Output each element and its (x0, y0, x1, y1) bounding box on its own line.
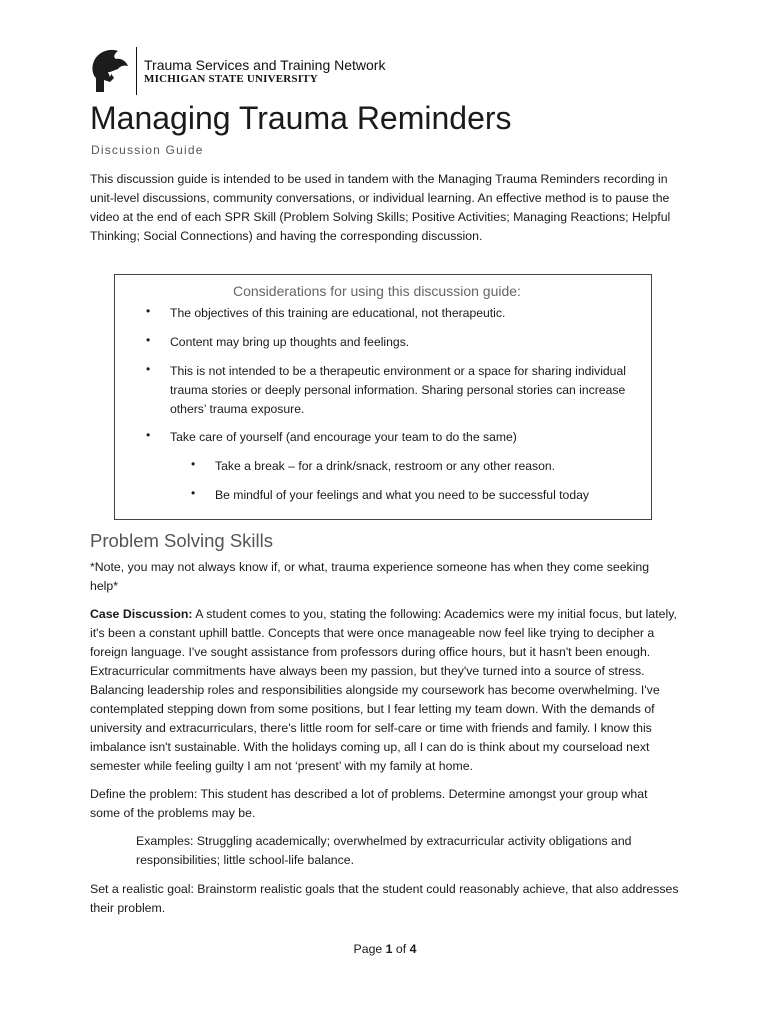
bullet-marker: • (146, 362, 151, 376)
examples-paragraph: Examples: Struggling academically; overwhelmed by extracurricular activity obligations and responsibilities; little school-life balance. (136, 834, 632, 867)
page-subtitle: Discussion Guide (91, 143, 204, 157)
bullet-marker: • (146, 304, 151, 318)
define-problem-paragraph: Define the problem: This student has described a lot of problems. Determine amongst your group what some of the problems may be. (90, 787, 648, 820)
sub-list-item: Take a break – for a drink/snack, restroom or any other reason. (215, 459, 556, 473)
of-word: of (392, 942, 410, 956)
list-item: The objectives of this training are educational, not therapeutic. (170, 306, 506, 320)
bullet-marker: • (146, 333, 151, 347)
page-title: Managing Trauma Reminders (90, 100, 512, 136)
list-item: Take care of yourself (and encourage your team to do the same) (170, 430, 517, 444)
page-number (0, 942, 770, 956)
sub-bullet-marker: • (191, 486, 196, 500)
list-item: This is not intended to be a therapeutic environment or a space for sharing individual trauma stories or deeply personal information. Sharing personal stories can increase others’ trauma exposure. (170, 364, 626, 416)
case-discussion-paragraph (90, 605, 680, 776)
intro-paragraph: This discussion guide is intended to be used in tandem with the Managing Trauma Reminders recording in unit-level discussions, community conversations, or individual learning. An effective method is to pause the video at the end of each SPR Skill (Problem Solving Skills; Positive Activities; Managing Reactions; Helpful Thinking; Social Connections) and having the corresponding discussion. (90, 172, 671, 243)
sub-bullet-marker: • (191, 457, 196, 471)
header-divider (136, 47, 137, 95)
current-page: 1 (385, 942, 393, 956)
university-name: MICHIGAN STATE UNIVERSITY (144, 73, 318, 85)
case-discussion-label: Case Discussion: (90, 607, 193, 621)
set-goal-paragraph: Set a realistic goal: Brainstorm realistic goals that the student could reasonably achieve, that also addresses their problem. (90, 882, 679, 915)
considerations-title: Considerations for using this discussion guide: (233, 283, 521, 299)
list-item: Content may bring up thoughts and feelings. (170, 335, 410, 349)
section-heading-problem-solving: Problem Solving Skills (90, 530, 274, 551)
note-paragraph: *Note, you may not always know if, or what, trauma experience someone has when they come seeking help* (90, 560, 650, 593)
sub-list-item: Be mindful of your feelings and what you need to be successful today (215, 488, 589, 502)
bullet-marker: • (146, 428, 151, 442)
total-pages: 4 (409, 942, 417, 956)
page-word: Page (353, 942, 386, 956)
case-discussion-text: A student comes to you, stating the following: Academics were my initial focus, but lately, it's been a constant uphill battle. Concepts that were once manageable now feel like trying to decipher a foreign language. I've sought assistance from professors during office hours, but it hasn't been enough. Extracurricular commitments have always been my passion, but they've turned into a source of stress. Balancing leadership roles and responsibilities alongside my coursework has become overwhelming. I've contemplated stepping down from some positions, but I fear letting my team down. With the demands of university and extracurriculars, there's little room for self-care or time with friends and family. I know this imbalance isn't sustainable. With the holidays coming up, all I can do is think about my courseload next semester while feeling guilty I am not ‘present’ with my family at home. (90, 607, 677, 773)
spartan-helmet-icon (90, 48, 130, 94)
org-name: Trauma Services and Training Network (144, 57, 386, 73)
